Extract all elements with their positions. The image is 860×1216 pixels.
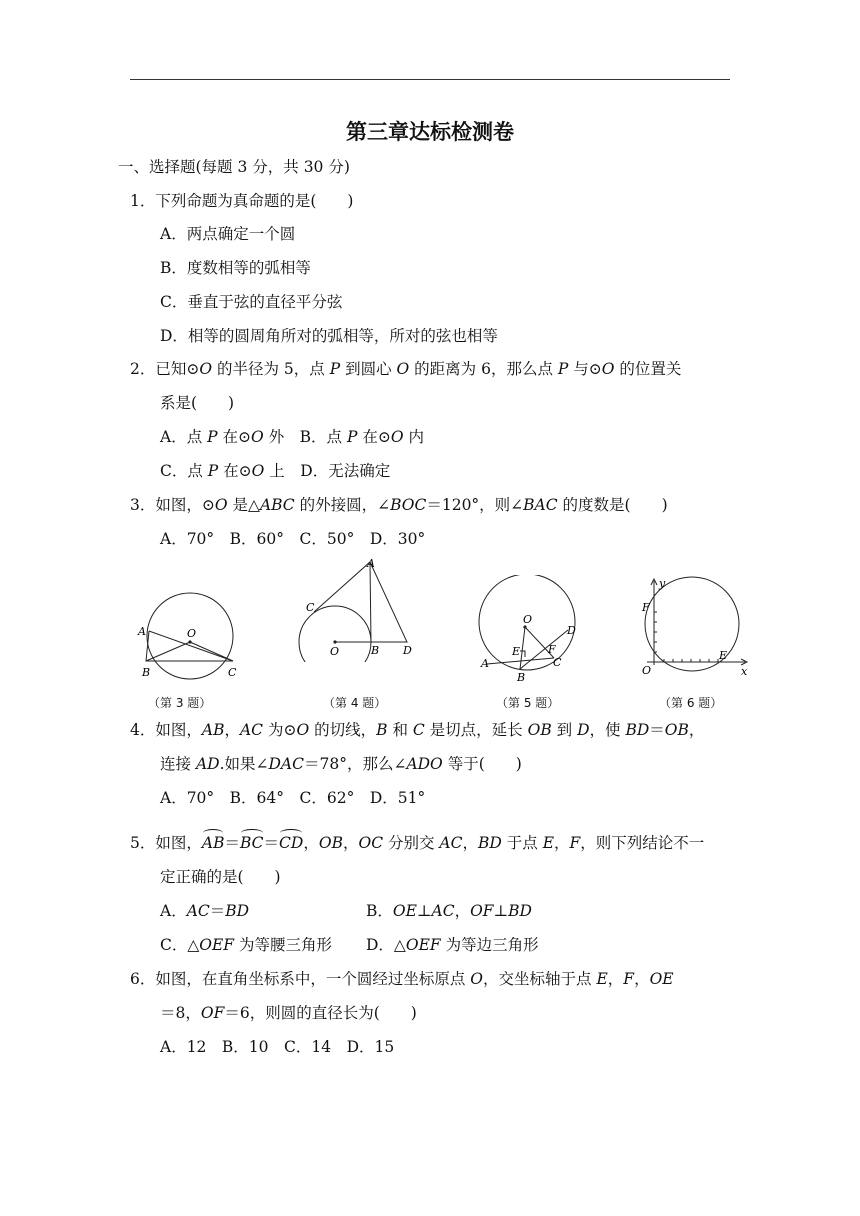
q1-option-a: A．两点确定一个圆 [160, 225, 296, 243]
fig5-caption: （第 5 题） [496, 696, 560, 710]
q5-stem-line2: 定正确的是( ) [160, 868, 281, 886]
fig5-label-d: D [567, 624, 576, 637]
figure-6 [635, 575, 753, 685]
fig3-caption: （第 3 题） [148, 696, 212, 710]
q5-option-a: A．AC＝BD [160, 902, 250, 920]
q2-options-ab: A．点 P 在⊙O 外 B．点 P 在⊙O 内 [160, 428, 424, 446]
figure-4 [290, 552, 420, 662]
arc-ab: AB [201, 834, 225, 852]
q4-stem-line1: 4．如图，AB，AC 为⊙O 的切线，B 和 C 是切点，延长 OB 到 D，使 BD＝OB， [130, 721, 705, 739]
q6-stem-line1: 6．如图，在直角坐标系中，一个圆经过坐标原点 O，交坐标轴于点 E，F，OE [130, 970, 674, 988]
q1-option-b: B．度数相等的弧相等 [160, 259, 311, 277]
fig5-label-f: F [548, 643, 556, 656]
q1-stem: 1．下列命题为真命题的是( ) [130, 192, 354, 210]
fig5-label-c: C [553, 656, 562, 669]
fig5-label-e: E [512, 645, 521, 658]
fig3-label-a: A [138, 625, 146, 638]
fig4-caption: （第 4 题） [323, 696, 387, 710]
fig4-label-c: C [306, 601, 315, 614]
fig4-label-d: D [403, 644, 412, 657]
figure-3 [130, 590, 250, 682]
fig4-label-b: B [371, 644, 380, 657]
q1-option-c: C．垂直于弦的直径平分弦 [160, 293, 343, 311]
section-heading: 一、选择题(每题 3 分，共 30 分) [118, 158, 350, 176]
fig6-label-o: O [642, 664, 652, 677]
fig4-label-o: O [330, 645, 340, 658]
fig6-label-x: x [741, 665, 748, 678]
fig6-caption: （第 6 题） [659, 696, 723, 710]
arc-cd: CD [279, 834, 304, 852]
fig3-label-b: B [142, 666, 151, 679]
page-title: 第三章达标检测卷 [346, 120, 514, 144]
fig3-label-o: O [187, 627, 197, 640]
fig5-label-b: B [517, 671, 526, 684]
fig4-label-a: A [367, 557, 375, 570]
q2-options-cd: C．点 P 在⊙O 上 D．无法确定 [160, 462, 391, 480]
fig3-label-c: C [228, 666, 237, 679]
arc-bc: BC [239, 834, 264, 852]
q5-option-d: D．△OEF 为等边三角形 [366, 936, 539, 954]
fig6-label-f: F [642, 601, 650, 614]
fig6-label-e: E [719, 649, 728, 662]
q6-stem-line2: ＝8，OF＝6，则圆的直径长为( ) [160, 1004, 417, 1022]
fig5-label-o: O [523, 613, 533, 626]
q3-options: A．70° B．60° C．50° D．30° [160, 530, 426, 548]
fig5-label-a: A [481, 657, 489, 670]
q5-option-c: C．△OEF 为等腰三角形 [160, 936, 332, 954]
top-rule [130, 79, 730, 80]
figure-5 [475, 575, 590, 685]
q3-stem: 3．如图，⊙O 是△ABC 的外接圆，∠BOC＝120°，则∠BAC 的度数是( ) [130, 496, 668, 514]
q1-option-d: D．相等的圆周角所对的弧相等，所对的弦也相等 [160, 327, 498, 345]
q6-options: A．12 B．10 C．14 D．15 [160, 1038, 395, 1056]
q5-stem-line1: 5．如图，AB＝BC＝CD，OB，OC 分别交 AC，BD 于点 E，F，则下列结论不一 [130, 834, 705, 852]
q2-stem-line1: 2．已知⊙O 的半径为 5，点 P 到圆心 O 的距离为 6，那么点 P 与⊙O 的位置关 [130, 360, 682, 378]
q4-options: A．70° B．64° C．62° D．51° [160, 789, 426, 807]
q4-stem-line2: 连接 AD.如果∠DAC＝78°，那么∠ADO 等于( ) [160, 755, 522, 773]
fig6-label-y: y [659, 577, 666, 590]
q5-option-b: B．OE⊥AC，OF⊥BD [366, 902, 532, 920]
q2-stem-line2: 系是( ) [160, 394, 235, 412]
